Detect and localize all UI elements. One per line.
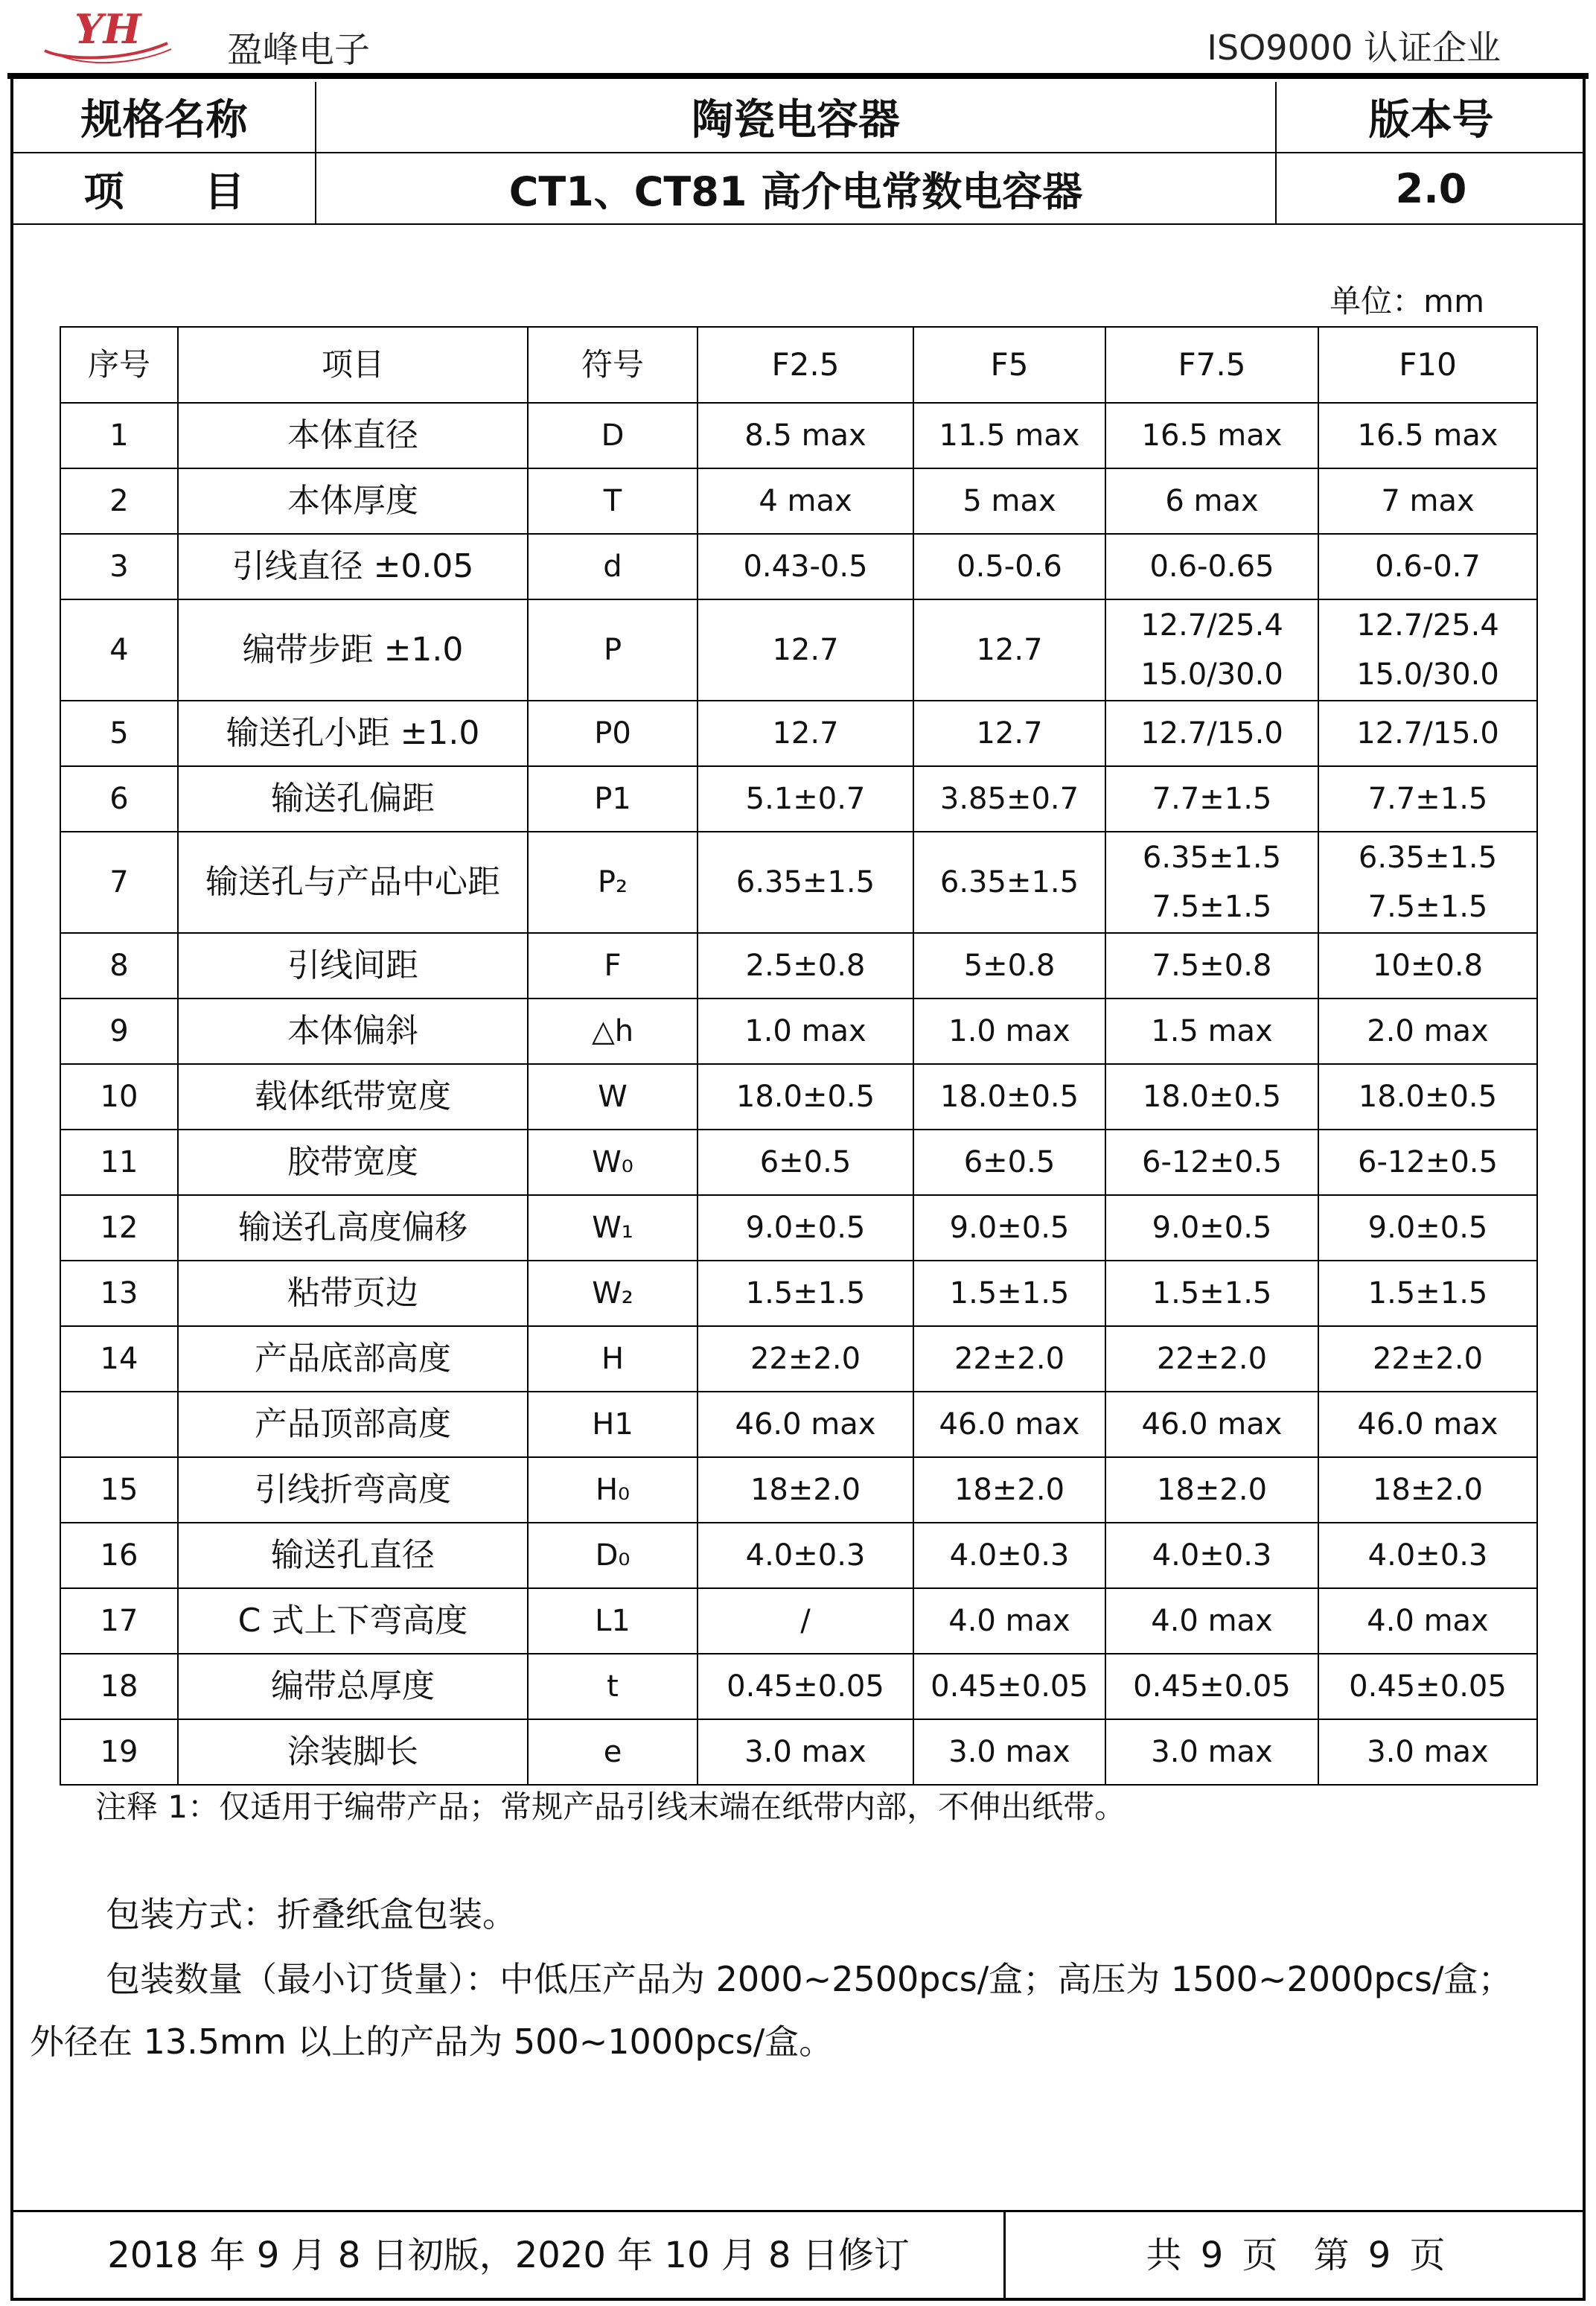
table-row [60,1457,1537,1523]
cell-symbol: W [528,1064,698,1130]
cell-no: 7 [60,832,178,933]
cell-no: 14 [60,1326,178,1392]
col-header-f75: F7.5 [1105,327,1318,403]
cell-f10: 18±2.0 [1318,1457,1537,1523]
cell-symbol: T [528,468,698,534]
cell-f75: 7.5±0.8 [1105,933,1318,998]
cell-f75 [1105,832,1318,933]
cell-item: 本体偏斜 [178,998,528,1064]
table-row [60,403,1537,468]
cell-f10: 46.0 max [1318,1392,1537,1457]
table-row [60,766,1537,832]
table-row [60,468,1537,534]
cell-f5: 5±0.8 [913,933,1105,998]
cell-symbol: H [528,1326,698,1392]
table-row [60,599,1537,701]
cell-f10-line2: 15.0/30.0 [1356,657,1499,692]
cell-f75-line1: 6.35±1.5 [1142,841,1282,875]
spec-table [60,326,1538,1786]
cell-f25: 6.35±1.5 [698,832,913,933]
table-row [60,1195,1537,1261]
spec-name-label: 规格名称 [13,82,316,153]
cell-item: 编带总厚度 [178,1654,528,1719]
cell-f5: 3.0 max [913,1719,1105,1785]
cell-f25: 12.7 [698,701,913,766]
cell-symbol: e [528,1719,698,1785]
page-number: 共 9 页 第 9 页 [1146,2235,1446,2276]
table-row [60,701,1537,766]
cell-no: 3 [60,534,178,599]
table-row [60,1130,1537,1195]
cell-symbol: D₀ [528,1523,698,1588]
cell-no: 12 [60,1195,178,1261]
cell-item: 本体直径 [178,403,528,468]
title-block [13,82,1586,225]
cell-no: 6 [60,766,178,832]
cell-f75: 3.0 max [1105,1719,1318,1785]
cell-item: 输送孔小距 ±1.0 [178,701,528,766]
cell-item: C 式上下弯高度 [178,1588,528,1654]
cell-f10: 4.0 max [1318,1588,1537,1654]
cell-f25: 4.0±0.3 [698,1523,913,1588]
cell-symbol: W₁ [528,1195,698,1261]
table-row [60,933,1537,998]
cell-f75: 4.0±0.3 [1105,1523,1318,1588]
cell-f10 [1318,832,1537,933]
cell-no: 1 [60,403,178,468]
cell-f25: 22±2.0 [698,1326,913,1392]
cell-no: 8 [60,933,178,998]
cell-f25: 3.0 max [698,1719,913,1785]
cell-f75: 18±2.0 [1105,1457,1318,1523]
table-row [60,1523,1537,1588]
cell-item: 产品底部高度 [178,1326,528,1392]
cell-symbol: P0 [528,701,698,766]
cell-f25: 12.7 [698,599,913,701]
cell-f25: 2.5±0.8 [698,933,913,998]
cell-symbol: P₂ [528,832,698,933]
cell-no: 15 [60,1457,178,1523]
cell-f10: 4.0±0.3 [1318,1523,1537,1588]
cell-f10-line1: 12.7/25.4 [1356,608,1499,643]
cell-f5: 12.7 [913,701,1105,766]
cell-item: 引线直径 ±0.05 [178,534,528,599]
cell-f5: 3.85±0.7 [913,766,1105,832]
col-header-symbol: 符号 [528,327,698,403]
cell-symbol: D [528,403,698,468]
cell-symbol: d [528,534,698,599]
cell-item: 涂装脚长 [178,1719,528,1785]
cell-no: 9 [60,998,178,1064]
cell-f75: 6-12±0.5 [1105,1130,1318,1195]
cell-f75: 1.5 max [1105,998,1318,1064]
cell-f75-line2: 7.5±1.5 [1152,890,1272,924]
cell-f75: 22±2.0 [1105,1326,1318,1392]
cell-f5: 9.0±0.5 [913,1195,1105,1261]
cell-f25: 0.45±0.05 [698,1654,913,1719]
cell-f10: 3.0 max [1318,1719,1537,1785]
cell-f5: 46.0 max [913,1392,1105,1457]
cell-f25: 5.1±0.7 [698,766,913,832]
cell-f10: 10±0.8 [1318,933,1537,998]
table-header-row [60,327,1537,403]
cell-item: 粘带页边 [178,1261,528,1326]
cell-f5: 1.0 max [913,998,1105,1064]
cell-item: 引线间距 [178,933,528,998]
cell-f10: 2.0 max [1318,998,1537,1064]
cell-no: 10 [60,1064,178,1130]
table-row [60,1654,1537,1719]
cell-f5: 22±2.0 [913,1326,1105,1392]
table-row [60,832,1537,933]
cell-f5: 1.5±1.5 [913,1261,1105,1326]
cell-f75 [1105,599,1318,701]
cell-no [60,1392,178,1457]
table-note: 注释 1：仅适用于编带产品；常规产品引线末端在纸带内部，不伸出纸带。 [95,1789,1126,1825]
logo-lettering: YH [74,5,141,53]
cell-f75: 12.7/15.0 [1105,701,1318,766]
table-row [60,998,1537,1064]
cell-f10: 7.7±1.5 [1318,766,1537,832]
cell-no: 5 [60,701,178,766]
cell-f5: 6.35±1.5 [913,832,1105,933]
cell-f75: 9.0±0.5 [1105,1195,1318,1261]
cell-symbol: t [528,1654,698,1719]
cell-f10: 16.5 max [1318,403,1537,468]
cell-f25: 0.43-0.5 [698,534,913,599]
version-label: 版本号 [1276,82,1586,153]
cell-f5: 12.7 [913,599,1105,701]
table-row [60,1588,1537,1654]
col-header-no: 序号 [60,327,178,403]
cell-f10: 1.5±1.5 [1318,1261,1537,1326]
cell-f75-line1: 12.7/25.4 [1140,608,1283,643]
cell-f5: 6±0.5 [913,1130,1105,1195]
cell-f5: 4.0 max [913,1588,1105,1654]
cell-f10: 0.45±0.05 [1318,1654,1537,1719]
cell-f25: 1.0 max [698,998,913,1064]
company-logo [37,0,179,74]
table-row [60,1064,1537,1130]
table-row [60,1326,1537,1392]
col-header-f10: F10 [1318,327,1537,403]
cell-symbol: L1 [528,1588,698,1654]
frame-top-rule [7,73,1589,79]
revision-date: 2018 年 9 月 8 日初版，2020 年 10 月 8 日修订 [107,2235,910,2276]
cell-f25: 6±0.5 [698,1130,913,1195]
cell-f25: 18.0±0.5 [698,1064,913,1130]
cell-item: 编带步距 ±1.0 [178,599,528,701]
cell-f75: 1.5±1.5 [1105,1261,1318,1326]
spec-name-value: 陶瓷电容器 [316,82,1276,153]
cell-f25: 46.0 max [698,1392,913,1457]
version-value: 2.0 [1276,153,1586,224]
cell-f10: 22±2.0 [1318,1326,1537,1392]
col-header-f5: F5 [913,327,1105,403]
cell-f10: 6-12±0.5 [1318,1130,1537,1195]
cell-f75: 7.7±1.5 [1105,766,1318,832]
col-header-item: 项目 [178,327,528,403]
cell-item: 输送孔与产品中心距 [178,832,528,933]
item-value: CT1、CT81 高介电常数电容器 [316,153,1276,224]
cell-f10-line2: 7.5±1.5 [1367,890,1488,924]
cell-item: 产品顶部高度 [178,1392,528,1457]
cell-symbol: H₀ [528,1457,698,1523]
cell-f5: 18±2.0 [913,1457,1105,1523]
cell-item: 引线折弯高度 [178,1457,528,1523]
cell-item: 输送孔偏距 [178,766,528,832]
cell-no: 18 [60,1654,178,1719]
cell-f10: 0.6-0.7 [1318,534,1537,599]
table-row [60,534,1537,599]
cell-no: 2 [60,468,178,534]
cell-item: 载体纸带宽度 [178,1064,528,1130]
cell-symbol: W₂ [528,1261,698,1326]
cell-f75: 16.5 max [1105,403,1318,468]
cell-no: 11 [60,1130,178,1195]
cell-f10-line1: 6.35±1.5 [1358,841,1498,875]
cell-f25: 4 max [698,468,913,534]
cell-f75: 0.6-0.65 [1105,534,1318,599]
cell-f10: 7 max [1318,468,1537,534]
cell-f10 [1318,599,1537,701]
cell-symbol: F [528,933,698,998]
cell-symbol: P1 [528,766,698,832]
cell-f5: 18.0±0.5 [913,1064,1105,1130]
cell-f5: 5 max [913,468,1105,534]
cell-no: 13 [60,1261,178,1326]
cell-f5: 0.45±0.05 [913,1654,1105,1719]
table-row [60,1719,1537,1785]
cell-symbol: △h [528,998,698,1064]
col-header-f25: F2.5 [698,327,913,403]
cell-f25: 1.5±1.5 [698,1261,913,1326]
cell-f10: 9.0±0.5 [1318,1195,1537,1261]
unit-label: 单位：mm [1330,283,1484,319]
cell-f10: 18.0±0.5 [1318,1064,1537,1130]
cell-no: 4 [60,599,178,701]
cell-no: 19 [60,1719,178,1785]
certification-label: ISO9000 认证企业 [1207,28,1501,68]
cell-f75: 46.0 max [1105,1392,1318,1457]
cell-f5: 11.5 max [913,403,1105,468]
cell-f5: 4.0±0.3 [913,1523,1105,1588]
table-row [60,1261,1537,1326]
packaging-quantity-line1: 包装数量（最小订货量）：中低压产品为 2000~2500pcs/盒；高压为 1500~2000pcs/盒； [106,1959,1513,1999]
cell-f75: 4.0 max [1105,1588,1318,1654]
cell-symbol: H1 [528,1392,698,1457]
item-label: 项 目 [13,153,316,224]
cell-f75: 18.0±0.5 [1105,1064,1318,1130]
packaging-method: 包装方式：折叠纸盒包装。 [106,1894,517,1934]
cell-f25: / [698,1588,913,1654]
cell-f25: 18±2.0 [698,1457,913,1523]
cell-item: 本体厚度 [178,468,528,534]
packaging-quantity-line2: 外径在 13.5mm 以上的产品为 500~1000pcs/盒。 [30,2022,834,2062]
cell-item: 输送孔高度偏移 [178,1195,528,1261]
cell-item: 输送孔直径 [178,1523,528,1588]
cell-no: 17 [60,1588,178,1654]
company-name: 盈峰电子 [227,29,371,71]
cell-f75: 6 max [1105,468,1318,534]
cell-symbol: P [528,599,698,701]
cell-f25: 9.0±0.5 [698,1195,913,1261]
cell-item: 胶带宽度 [178,1130,528,1195]
table-row [60,1392,1537,1457]
cell-f5: 0.5-0.6 [913,534,1105,599]
cell-no: 16 [60,1523,178,1588]
cell-f75: 0.45±0.05 [1105,1654,1318,1719]
cell-symbol: W₀ [528,1130,698,1195]
cell-f75-line2: 15.0/30.0 [1140,657,1283,692]
cell-f10: 12.7/15.0 [1318,701,1537,766]
cell-f25: 8.5 max [698,403,913,468]
